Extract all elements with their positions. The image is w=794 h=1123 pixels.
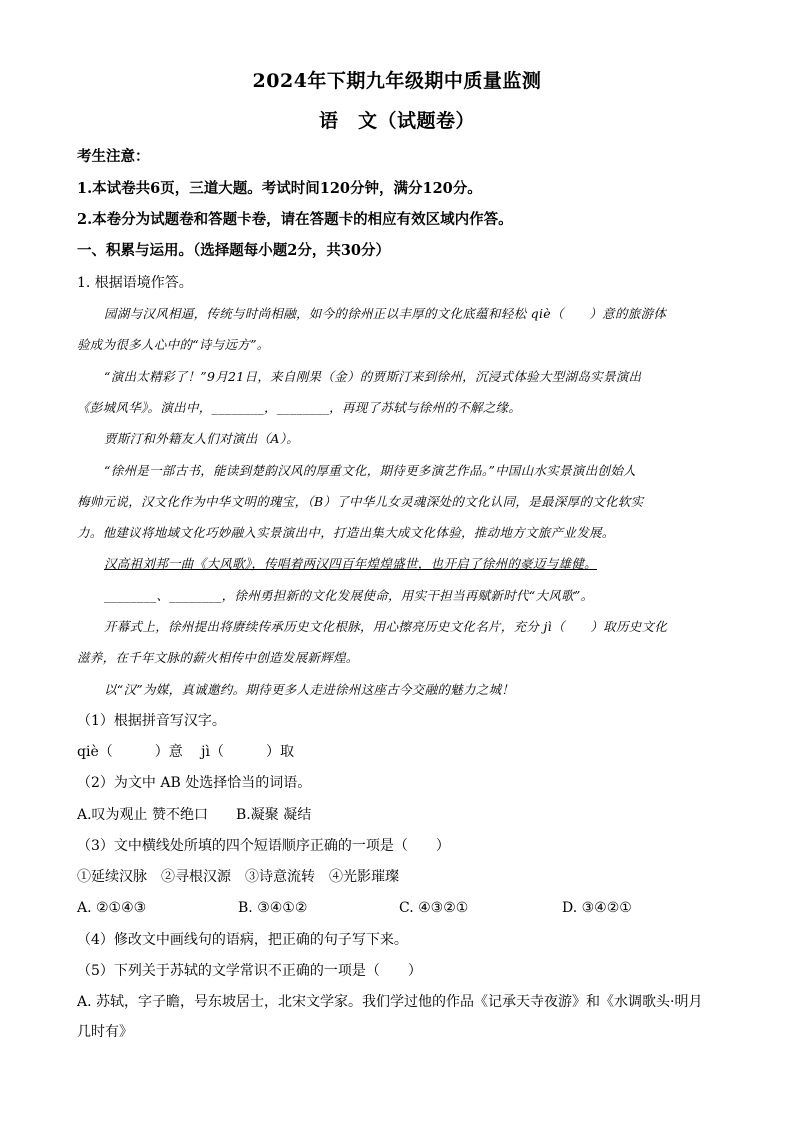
option-d: D. ③④②① [562, 900, 632, 916]
question-1-5-option-a: A. 苏轼，字子瞻，号东坡居士，北宋文学家。我们学过他的作品《记承天寺夜游》和《水调歌头·明月 [77, 994, 703, 1010]
notice-heading: 考生注意： [77, 148, 150, 165]
question-1-3: （3）文中横线处所填的四个短语顺序正确的一项是（ ） [77, 838, 450, 854]
passage-line: 贾斯汀和外籍友人们对演出（A）。 [104, 431, 300, 446]
passage-line: 园湖与汉风相逼，传统与时尚相融，如今的徐州正以丰厚的文化底蕴和轻松 qiè（ ）意的旅游体 [104, 306, 667, 321]
question-1-4: （4）修改文中画线句的语病，把正确的句子写下来。 [77, 932, 408, 948]
passage-line: 以“汉”为媒，真诚邀约。期待更多人走进徐州这座古今交融的魅力之城！ [104, 682, 515, 697]
passage-line: “演出太精彩了！”9月21日，来自刚果（金）的贾斯汀来到徐州，沉浸式体验大型湖岛实景演出 [104, 369, 642, 384]
question-1-3-phrases: ①延续汉脉 ②寻根汉源 ③诗意流转 ④光影璀璨 [77, 869, 399, 885]
option-b: B. ③④①② [238, 900, 308, 916]
option-c: C. ④③②① [399, 900, 469, 916]
question-1-5: （5）下列关于苏轼的文学常识不正确的一项是（ ） [77, 963, 422, 979]
passage-line: 梅帅元说，汉文化作为中华文明的瑰宝，（B）了中华儿女灵魂深处的文化认同，是最深厚的文化软实 [77, 494, 644, 509]
exam-subtitle: 语 文（试题卷） [318, 110, 475, 132]
question-1-1-blanks: qiè（ ）意 jì（ ）取 [77, 744, 294, 760]
notice-item-1: 1.本试卷共6页，三道大题。考试时间120分钟，满分120分。 [77, 180, 482, 197]
question-1-2: （2）为文中 AB 处选择恰当的词语。 [77, 775, 312, 791]
passage-line: 《彭城风华》。演出中，________，________，再现了苏轼与徐州的不解之缘。 [77, 400, 522, 415]
question-1-2-options: A.叹为观止 赞不绝口 B.凝聚 凝结 [77, 807, 312, 823]
exam-title: 2024年下期九年级期中质量监测 [252, 70, 542, 92]
question-1-stem: 1. 根据语境作答。 [77, 275, 193, 291]
passage-line: 滋养，在千年文脉的薪火相传中创造发展新辉煌。 [77, 650, 359, 665]
question-1-1: （1）根据拼音写汉字。 [77, 713, 226, 729]
passage-line: “徐州是一部古书，能读到楚韵汉风的厚重文化，期待更多演艺作品。”中国山水实景演出创始人 [104, 463, 636, 478]
question-1-5-option-a-cont: 几时有》 [77, 1024, 133, 1040]
passage-line: 开幕式上，徐州提出将赓续传承历史文化根脉，用心擦亮历史文化名片，充分 jì（ ）取历史文化 [104, 619, 668, 634]
section-heading: 一、积累与运用。（选择题每小题2分，共30分） [77, 242, 391, 259]
notice-item-2: 2.本卷分为试题卷和答题卡卷，请在答题卡的相应有效区域内作答。 [77, 211, 513, 228]
underlined-sentence: 汉高祖刘邦一曲《大风歌》，传唱着两汉四百年煌煌盛世，也开启了徐州的豪迈与雄健。 [104, 556, 597, 571]
option-a: A. ②①④③ [77, 900, 147, 916]
passage-line: ________、________，徐州勇担新的文化发展使命，用实干担当再赋新时代“大风歌”。 [104, 588, 594, 603]
passage-line: 力。他建议将地域文化巧妙融入实景演出中，打造出集大成文化体验，推动地方文旅产业发展。 [77, 525, 615, 540]
passage-line: 验成为很多人心中的“诗与远方”。 [77, 337, 270, 352]
